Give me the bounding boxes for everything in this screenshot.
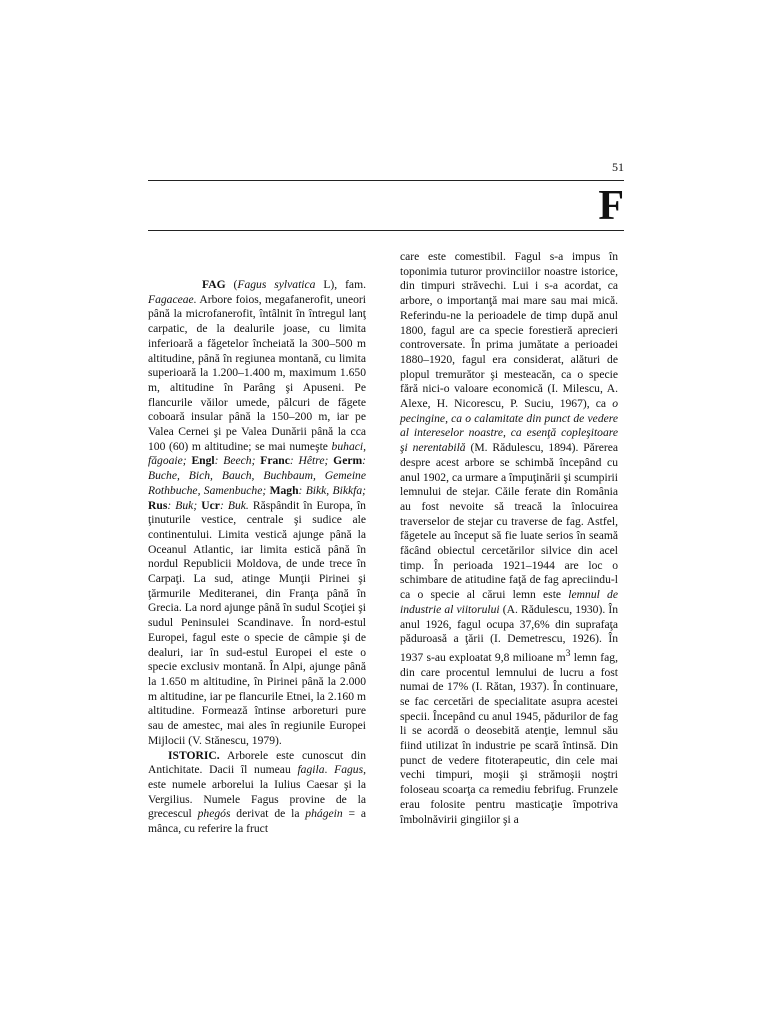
entry-term: FAG: [202, 278, 226, 291]
engl-name: : Beech;: [214, 454, 256, 468]
ucr-name: : Buk.: [219, 498, 249, 512]
istoric-paragraph: ISTORIC. Arborele este cunoscut din Antichitate. Dacii îl numeau fagila. Fagus, este numele arborelui la Iulius Caesar şi la Vergilius. Numele Fagus provine de la grecescul phegós derivat de la phágein = a mânca, cu referire la fruct: [148, 748, 367, 836]
ucr-label: Ucr: [201, 498, 220, 512]
rus-name: : Buk;: [167, 498, 198, 512]
section-heading-istoric: ISTORIC.: [168, 748, 220, 762]
quote-radulescu-1930: lemnul de industrie al viitorului: [400, 588, 618, 616]
franc-label: Franc: [260, 454, 290, 468]
dacian-name: fagila: [297, 763, 325, 777]
header-rule-bottom: [148, 230, 624, 231]
header-rule-top: [148, 180, 624, 181]
entry-fag-paragraph: FAG (Fagus sylvatica L), fam. Fagaceae. Arbore foios, megafanerofit, uneori până la microfanerofit, întâlnit în întregul lanţ carpatic, de la dealurile joase, cu limita inferioară a făgetelor încheiată la 300–500 m altitudine, până în regiunea montană, cu limita superioară la 1.200–1.400 m, maximum 1.650 m, altitudine în Parâng şi Apuseni. Pe flancurile văilor umede, pâlcuri de făgete coboară insular până la 150–200 m, iar pe Valea Cernei şi pe Valea Dunării până la cca 100 (60) m altitudine; se mai numeşte buhaci, făgoaie; Engl: Beech; Franc: Hêtre; Germ: Buche, Bich, Bauch, Buchbaum, Gemeine Rothbuche, Samenbuche; Magh: Bikk, Bikkfa; Rus: Buk; Ucr: Buk. Răspândit în Europa, în ţinuturile vestice, centrale şi sudice ale continentului. Limita vestică ajunge până la Oceanul Atlantic, iar limita estică până în nordul Republicii Moldova, de unde trece în Carpaţi. La sud, atinge Munţii Pirinei şi ţărmurile Mediteranei, din Franţa până în Grecia. La nord ajunge până în sudul Scoţiei şi sudul Peninsulei Scandinave. În nord-estul Europei, fagul este o specie de câmpie şi de dealuri, iar în sud-estul Europei el este o specie exclusiv montană. În Alpi, ajunge până la 1.650 m altitudine, în Pirinei până la 2.000 m altitudine, iar pe flancurile Etnei, la 2.160 m altitudine. Formează întinse arboreturi pure sau de amestec, mai ales în regiunile Europei Mijlocii (V. Stănescu, 1979).: [148, 278, 367, 747]
section-letter: F: [598, 183, 624, 229]
magh-names: : Bikk, Bikkfa;: [298, 483, 366, 497]
phegos-word: phegós: [197, 807, 231, 821]
superscript-3: 3: [565, 647, 571, 659]
franc-name: : Hêtre;: [289, 454, 329, 468]
engl-label: Engl: [191, 454, 215, 468]
quote-radulescu-1894: o pecingine, ca o calamitate din punct de vedere al intereselor noastre, ca esenţă copleşitoare şi nerentabilă: [400, 397, 618, 455]
germ-names: : Buche, Bich, Bauch, Buchbaum, Gemeine Rothbuche, Samenbuche;: [148, 454, 367, 497]
fagus-word: Fagus: [334, 763, 364, 777]
page-number: 51: [612, 160, 624, 174]
latin-name: Fagus sylvatica: [237, 278, 316, 291]
left-column: [148, 278, 366, 837]
magh-label: Magh: [269, 483, 299, 497]
continuation-paragraph: care este comestibil. Fagul s-a impus în toponimia tuturor provinciilor noastre istorice, din timpuri străvechi. Lui i s-a acordat, ca arbore, o importanţă mai mare sau mai mică. Referindu-ne la perioadele de timp după anul 1800, fagul are ca specie forestieră aprecieri controversate. În prima jumătate a perioadei 1880–1920, fagul era considerat, alături de plopul tremurător şi mesteacăn, ca o specie fără nici-o valoare economică (I. Milescu, A. Alexe, H. Nicorescu, P. Suciu, 1967), ca o pecingine, ca o calamitate din punct de vedere al intereselor noastre, ca esenţă copleşitoare şi nerentabilă (M. Rădulescu, 1894). Părerea despre acest arbore se schimbă începând cu anul 1902, ca urmare a împuţinării şi scumpirii lemnului de stejar. Căile ferate din România au fost nevoite să treacă la înlocuirea traverselor de stejar cu traverse de fag. Astfel, făgetele au început să fie luate serios în seamă făcând obiectul cercetărilor silvice din acel timp. În perioada 1921–1944 are loc o schimbare de atitudine faţă de fag apreciindu-l ca o specie al cărui lemn este lemnul de industrie al viitorului (A. Rădulescu, 1930). În anul 1926, fagul ocupa 37,6% din suprafaţa păduroasă a ţării (I. Demetrescu, 1926). În 1937 s-au exploatat 9,8 milioane $m^3$ lemn fag, din care procentul lemnului de lucru a fost numai de 17% (I. Rătan, 1937). În continuare, se fac cercetări de specialitate asupra acestei specii. Începând cu anul 1945, pădurilor de fag li se acordă o deosebită atenţie, lemnul său fiind utilizat în industrie pe scară întinsă. Din punct de vedere fitoterapeutic, din cele mai vechi timpuri, moşii şi strămoşii noştri foloseau scoarţa ca remediu febrifug. Frunzele erau folosite pentru masticaţie împotriva îmbolnăvirii gingiilor şi a: [400, 250, 618, 826]
family-name: Fagaceae.: [148, 292, 197, 306]
germ-label: Germ: [333, 454, 363, 468]
rus-label: Rus: [148, 498, 168, 512]
right-column: [400, 250, 618, 827]
romanian-names: buhaci, făgoaie;: [148, 439, 366, 468]
phagein-word: phágein: [305, 807, 343, 821]
